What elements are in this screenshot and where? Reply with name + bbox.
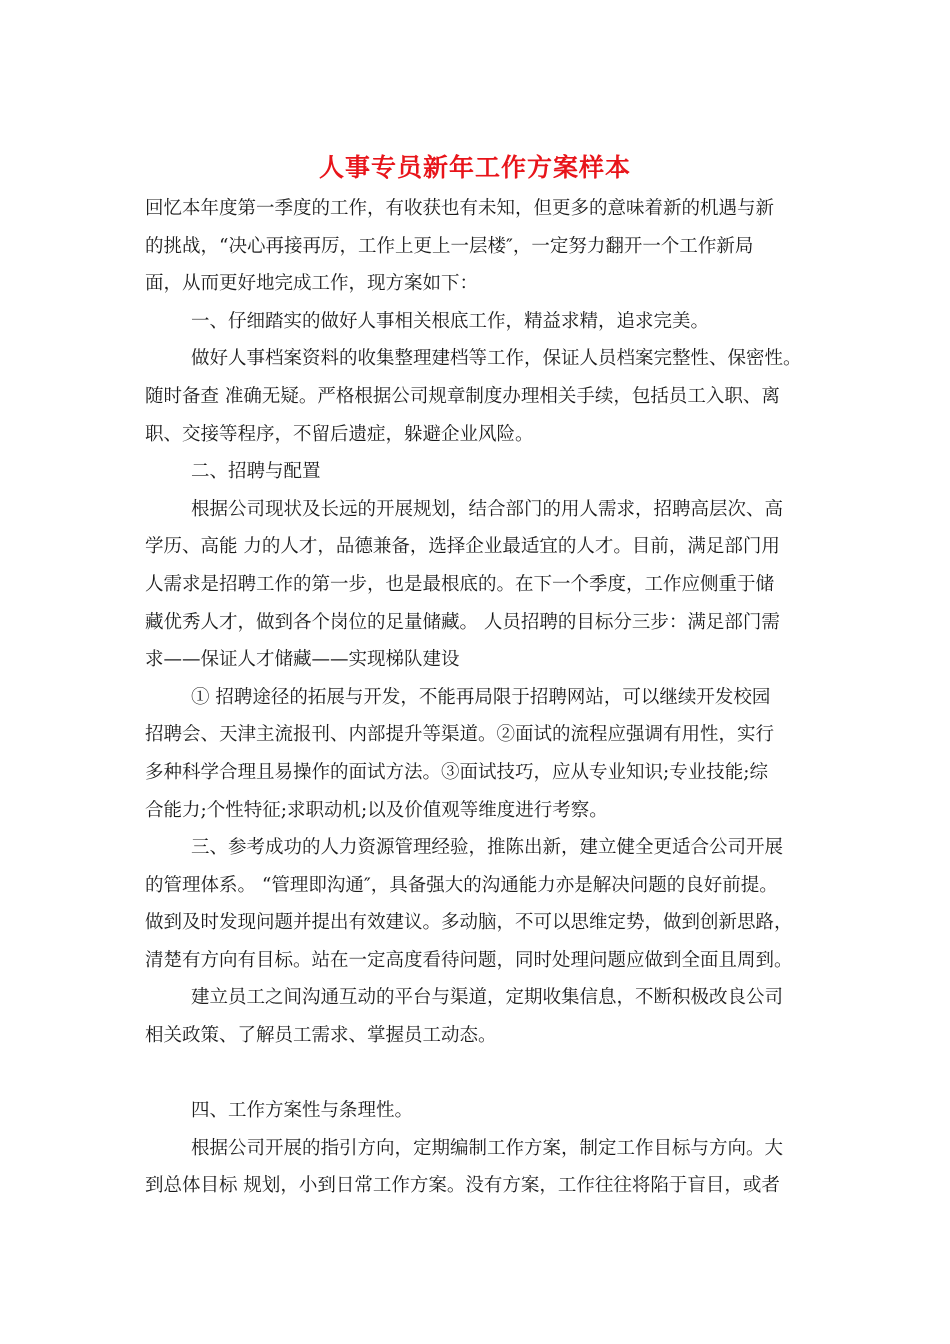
body-line: 回忆本年度第一季度的工作，有收获也有未知，但更多的意味着新的机遇与新: [145, 198, 775, 219]
body-line: 做好人事档案资料的收集整理建档等工作，保证人员档案完整性、保密性。: [191, 348, 802, 370]
body-line: 到总体目标 规划，小到日常工作方案。没有方案，工作往往将陷于盲目，或者: [145, 1175, 780, 1197]
body-line: 的管理体系。 “管理即沟通″，具备强大的沟通能力亦是解决问题的良好前提。: [145, 874, 778, 896]
body-line: 合能力;个性特征;求职动机;以及价值观等维度进行考察。: [145, 799, 608, 821]
body-line: 学历、高能 力的人才，品德兼备，选择企业最适宜的人才。目前，满足部门用: [145, 536, 780, 558]
body-line: 求——保证人才储藏——实现梯队建设: [145, 649, 460, 671]
body-line: 建立员工之间沟通互动的平台与渠道，定期收集信息，不断积极改良公司: [191, 987, 784, 1009]
body-line: 做到及时发现问题并提出有效建议。多动脑，不可以思维定势，做到创新思路，: [145, 912, 793, 934]
section-heading-2: 二、招聘与配置: [191, 461, 321, 483]
body-line: 招聘会、天津主流报刊、内部提升等渠道。②面试的流程应强调有用性，实行: [145, 724, 775, 746]
body-line: 藏优秀人才，做到各个岗位的足量储藏。 人员招聘的目标分三步：满足部门需: [145, 611, 780, 633]
body-line: 多种科学合理且易操作的面试方法。③面试技巧，应从专业知识;专业技能;综: [145, 761, 768, 783]
blank-line: [145, 1055, 815, 1093]
body-line: 面，从而更好地完成工作，现方案如下：: [145, 273, 479, 295]
document-title: 人事专员新年工作方案样本: [318, 153, 631, 182]
body-line: 相关政策、了解员工需求、掌握员工动态。: [145, 1025, 497, 1047]
section-heading-4: 四、工作方案性与条理性。: [191, 1100, 414, 1122]
section-heading-1: 一、仔细踏实的做好人事相关根底工作，精益求精，追求完美。: [191, 310, 710, 332]
section-heading-3: 三、参考成功的人力资源管理经验，推陈出新，建立健全更适合公司开展: [191, 837, 784, 859]
body-line: 根据公司现状及长远的开展规划，结合部门的用人需求，招聘高层次、高: [191, 498, 784, 520]
body-line: 职、交接等程序，不留后遗症，躲避企业风险。: [145, 423, 534, 445]
body-line: 根据公司开展的指引方向，定期编制工作方案，制定工作目标与方向。大: [191, 1137, 784, 1159]
document-body: [145, 190, 815, 1205]
body-line: 随时备查 准确无疑。严格根据公司规章制度办理相关手续，包括员工入职、离: [145, 385, 780, 407]
body-line: ① 招聘途径的拓展与开发，不能再局限于招聘网站，可以继续开发校园: [191, 686, 771, 708]
body-line: 人需求是招聘工作的第一步，也是最根底的。在下一个季度，工作应侧重于储: [145, 573, 775, 595]
body-line: 的挑战，“决心再接再厉，工作上更上一层楼″，一定努力翻开一个工作新局: [145, 235, 754, 257]
body-line: 清楚有方向有目标。站在一定高度看待问题，同时处理问题应做到全面且周到。: [145, 949, 793, 971]
